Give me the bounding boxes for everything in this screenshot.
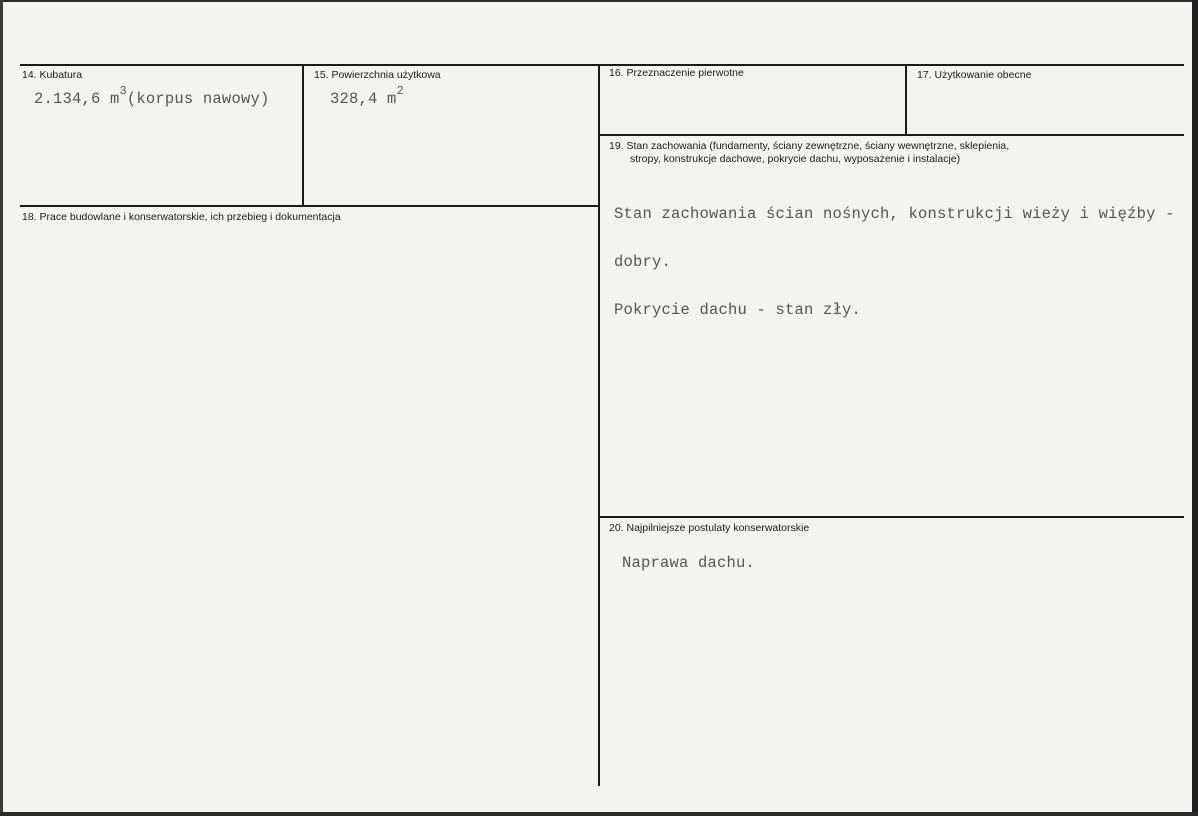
area-exponent: 2 — [396, 84, 404, 98]
field-17-label: 17. Użytkowanie obecne — [917, 69, 1032, 81]
top-rule — [20, 64, 1184, 66]
field-19-label — [609, 140, 1009, 166]
field-20-value: Naprawa dachu. — [622, 554, 756, 572]
area-value: 328,4 m — [330, 90, 397, 108]
condition-line-3: Pokrycie dachu - stan zły. — [614, 301, 862, 319]
rule-above-field-19 — [599, 134, 1184, 136]
cubature-value: 2.134,6 m — [34, 90, 120, 108]
rule-above-field-20 — [599, 516, 1184, 518]
scan-edge-left — [0, 0, 3, 816]
main-column-divider — [598, 64, 600, 786]
field-20-label: 20. Najpilniejsze postulaty konserwatorskie — [609, 522, 810, 534]
cubature-exponent: 3 — [119, 84, 127, 98]
scan-edge-bottom — [0, 812, 1198, 816]
field-18-label: 18. Prace budowlane i konserwatorskie, ich przebieg i dokumentacja — [22, 211, 341, 223]
divider-16-17 — [905, 64, 907, 136]
record-card — [2, 2, 1196, 814]
condition-line-1: Stan zachowania ścian nośnych, konstrukcji wieży i więźby - — [614, 205, 1175, 223]
field-19-text — [614, 174, 1175, 350]
field-16-label: 16. Przeznaczenie pierwotne — [609, 67, 744, 79]
cubature-note: (korpus nawowy) — [126, 90, 270, 108]
scan-edge-right — [1192, 0, 1198, 816]
field-19-label-line2: stropy, konstrukcje dachowe, pokrycie dachu, wyposażenie i instalacje) — [630, 153, 961, 165]
field-14-value — [34, 84, 270, 108]
divider-14-15 — [302, 64, 304, 206]
field-19-label-line1: 19. Stan zachowania (fundamenty, ściany zewnętrzne, ściany wewnętrzne, sklepienia, — [609, 140, 1010, 152]
rule-above-field-18 — [20, 205, 600, 207]
field-14-label: 14. Kubatura — [22, 69, 83, 81]
field-15-value — [330, 84, 404, 108]
condition-line-2: dobry. — [614, 253, 672, 271]
field-15-label: 15. Powierzchnia użytkowa — [314, 69, 441, 81]
